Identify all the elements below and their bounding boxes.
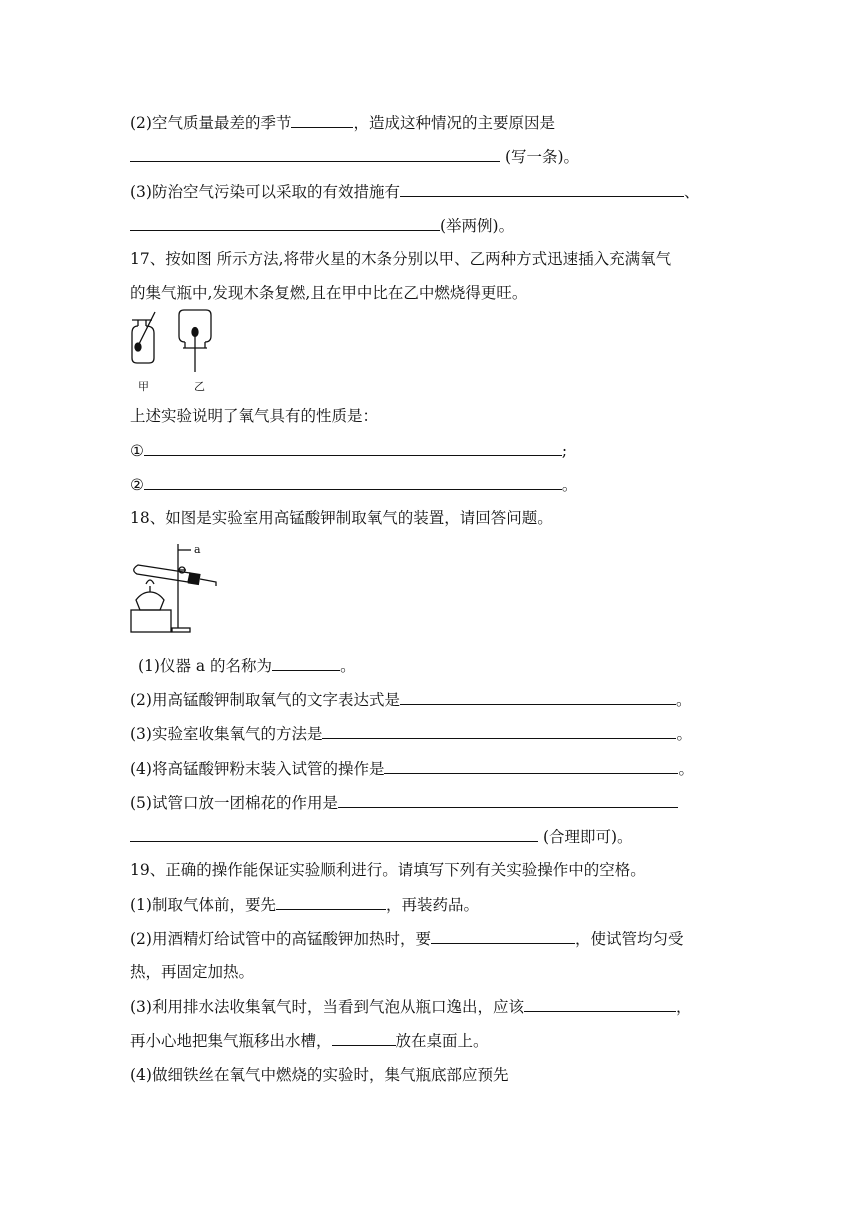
q19-part2-line2: 热，再固定加热。	[130, 963, 255, 981]
q17-figure	[128, 308, 218, 393]
q18-instrument-name-blank[interactable]	[272, 655, 340, 671]
q18-text: 18、如图是实验室用高锰酸钾制取氧气的装置，请回答问题。	[130, 509, 553, 527]
q18-part1: (1)仪器 a 的名称为 。	[138, 657, 356, 675]
q17-property-blank-2[interactable]	[144, 474, 562, 490]
q19-first-step-blank[interactable]	[276, 894, 386, 910]
q18-cotton-purpose-blank-1[interactable]	[338, 792, 678, 808]
q19-part4: (4)做细铁丝在氧气中燃烧的实验时，集气瓶底部应预先	[130, 1066, 509, 1084]
q16-part2-line2: (写一条)。	[130, 146, 579, 167]
q17-item-2: ② 。	[130, 476, 578, 494]
q18-loading-operation-blank[interactable]	[384, 758, 678, 774]
q16-part2-line1: (2)空气质量最差的季节 ，造成这种情况的主要原因是	[130, 114, 555, 132]
q19-part3-line2: 再小心地把集气瓶移出水槽， 放在桌面上。	[130, 1032, 489, 1050]
q19-part2-line1: (2)用酒精灯给试管中的高锰酸钾加热时，要 ，使试管均匀受	[130, 930, 684, 948]
q16-part3-line1: (3)防治空气污染可以采取的有效措施有 、	[130, 183, 700, 201]
q19-text: 19、正确的操作能保证实验顺利进行。请填写下列有关实验操作中的空格。	[130, 861, 646, 879]
q19-heating-blank[interactable]	[431, 928, 575, 944]
q17-property-blank-1[interactable]	[144, 440, 562, 456]
q18-part5-line2: (合理即可)。	[130, 826, 633, 847]
q19-part1: (1)制取气体前，要先 ，再装药品。	[130, 896, 479, 914]
jar-jia-illustration	[132, 312, 155, 363]
q17-text-line2: 的集气瓶中,发现木条复燃,且在甲中比在乙中燃烧得更旺。	[130, 284, 528, 302]
q18-part4: (4)将高锰酸钾粉末装入试管的操作是 。	[130, 760, 694, 778]
q18-apparatus-figure	[128, 540, 223, 638]
q18-part5-line1: (5)试管口放一团棉花的作用是	[130, 792, 678, 813]
instrument-a-label: a	[194, 543, 201, 556]
q16-reason-blank[interactable]	[130, 146, 500, 162]
q19-bubble-action-blank[interactable]	[524, 996, 676, 1012]
q17-item-1: ① ;	[130, 442, 568, 460]
q18-part3: (3)实验室收集氧气的方法是 。	[130, 725, 692, 743]
q16-measure-blank-2[interactable]	[130, 215, 440, 231]
q18-part2: (2)用高锰酸钾制取氧气的文字表达式是 。	[130, 691, 692, 709]
q16-season-blank[interactable]	[291, 112, 353, 128]
q19-part3-line1: (3)利用排水法收集氧气时，当看到气泡从瓶口逸出，应该 ，	[130, 998, 692, 1016]
q18-expression-blank[interactable]	[400, 689, 676, 705]
q16-measure-blank-1[interactable]	[400, 181, 684, 197]
jar-jia-label: 甲	[138, 380, 149, 393]
q17-property-intro: 上述实验说明了氧气具有的性质是：	[130, 407, 379, 425]
jar-yi-illustration	[179, 310, 211, 372]
jar-yi-label: 乙	[194, 380, 205, 393]
q19-placement-blank[interactable]	[332, 1030, 396, 1046]
q16-part3-line2: (举两例)。	[130, 215, 514, 236]
q17-text-line1: 17、按如图 所示方法,将带火星的木条分别以甲、乙两种方式迅速插入充满氧气	[130, 250, 672, 268]
q18-cotton-purpose-blank-2[interactable]	[130, 826, 538, 842]
q18-collect-method-blank[interactable]	[322, 723, 676, 739]
